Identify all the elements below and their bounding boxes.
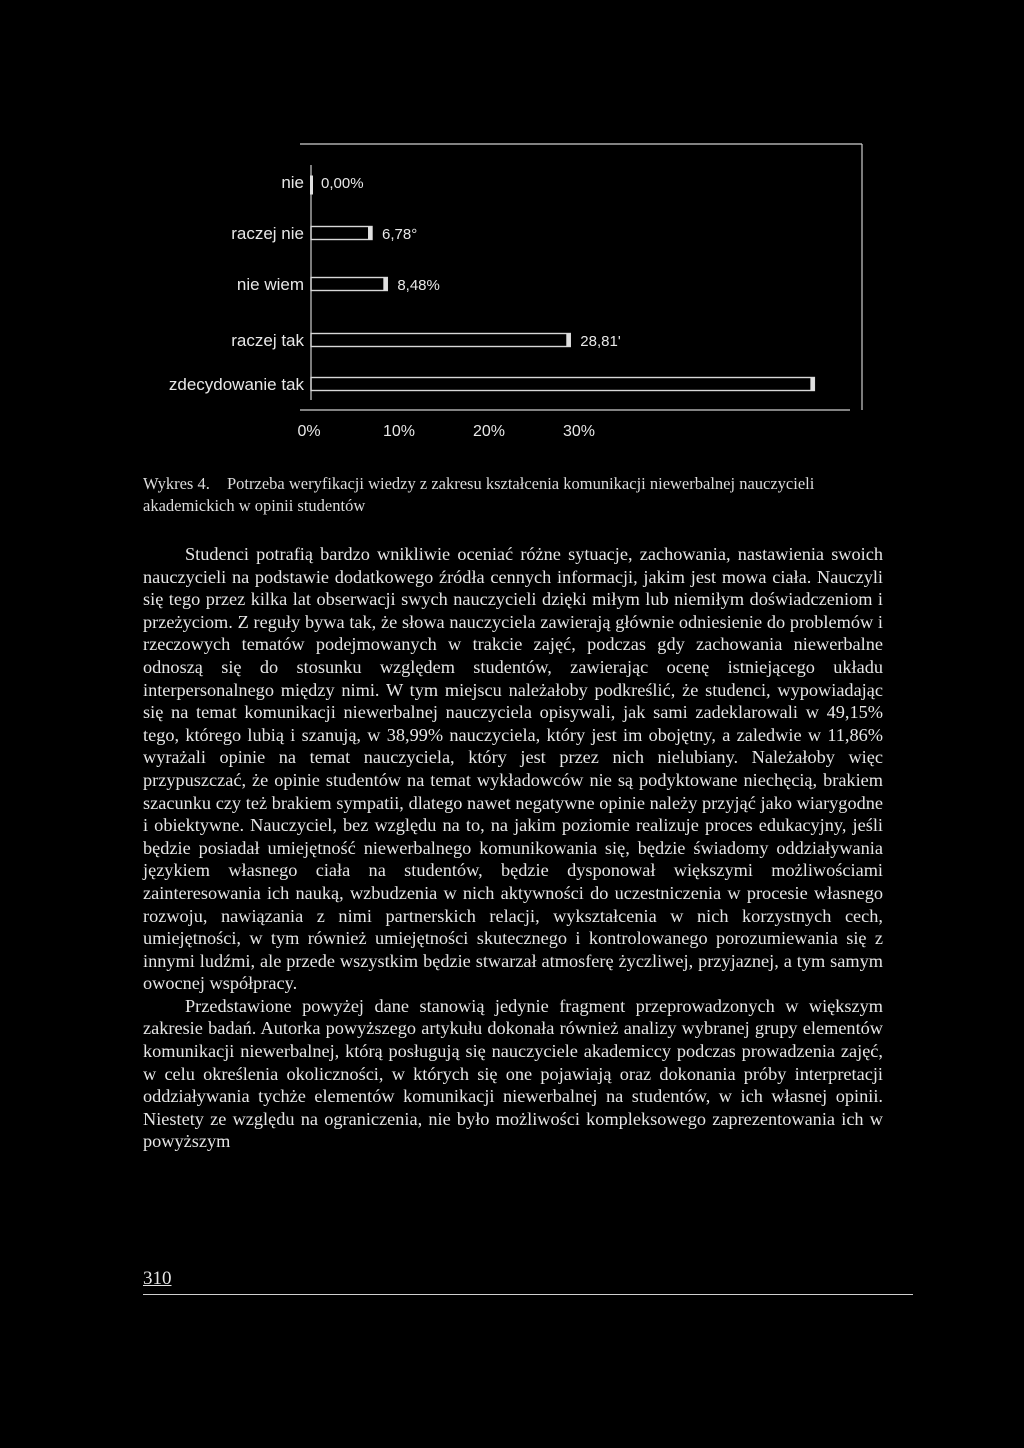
x-tick-2: 20% <box>472 423 506 440</box>
caption-label: Wykres 4. <box>143 474 210 493</box>
x-ticks-group <box>297 423 595 440</box>
caption-text: Potrzeba weryfikacji wiedzy z zakresu kształcenia komunikacji niewerbalnej nauczycieli akademickich w opinii studentów <box>143 474 815 515</box>
category-labels-group <box>169 173 305 394</box>
x-tick-3: 30% <box>562 423 596 440</box>
bar-3 <box>311 334 570 347</box>
value-label-1: 6,78° <box>382 226 418 243</box>
x-tick-0: 0% <box>297 423 321 440</box>
category-label-0: nie <box>281 173 304 192</box>
bar-1 <box>311 227 372 240</box>
category-label-2: nie wiem <box>236 275 304 294</box>
category-label-3: raczej tak <box>231 331 304 350</box>
bar-2 <box>311 278 387 291</box>
value-label-3: 28,81' <box>580 333 621 350</box>
bar-cap-2 <box>383 278 387 291</box>
paragraph-2: Przedstawione powyżej dane stanowią jedynie fragment przeprowadzonych w większym zakresie badań. Autorka powyższego artykułu dokonała również analizy wybranej grupy elementów komunikacji niewerbalnej, którą posługują się nauczyciele akademiccy podczas prowadzenia zajęć, w celu określenia okoliczności, w których się one pojawiają oraz dokonania próby interpretacji oddziaływania tychże elementów komunikacji niewerbalnej na studentów, w ich własnej opinii. Niestety ze względu na ograniczenia, nie było możliwości kompleksowego zaprezentowania ich w powyższym <box>143 995 883 1152</box>
x-tick-1: 10% <box>382 423 416 440</box>
value-labels-group <box>321 175 621 350</box>
body-text <box>143 543 883 1153</box>
bar-cap-4 <box>810 378 814 391</box>
paragraph-1: Studenci potrafią bardzo wnikliwie oceniać różne sytuacje, zachowania, nastawienia swoich nauczycieli na podstawie dodatkowego źródła cennych informacji, jakim jest mowa ciała. Nauczyli się tego przez kilka lat obserwacji swych nauczycieli dzięki miłym lub niemiłym doświadczeniom i przeżyciom. Z reguły bywa tak, że słowa nauczyciela zawierają głównie odniesienie do problemów i rzeczowych tematów podejmowanych w trakcie zajęć, podczas gdy zachowania niewerbalne odnoszą się do stosunku względem studentów, zawierając ocenę istniejącego układu interpersonalnego między nimi. W tym miejscu należałoby podkreślić, że studenci, wypowiadając się na temat komunikacji niewerbalnej nauczyciela opisywali, jak sami zadeklarowali w 49,15% tego, którego lubią i szanują, w 38,99% nauczyciela, który jest im obojętny, a zaledwie w 11,86% wyrażali opinie na temat nauczyciela, który jest przez nich nielubiany. Należałoby więc przypuszczać, że opinie studentów na temat wykładowców nie są podyktowane niechęcią, brakiem szacunku czy też brakiem sympatii, dlatego nawet negatywne opinie należy przyjąć jako wiarygodne i obiektywne. Nauczyciel, bez względu na to, na jakim poziomie realizuje proces edukacyjny, jeśli będzie posiadał umiejętność niewerbalnego komunikowania się, będzie świadomy oddziaływania językiem własnego ciała na studentów, będzie dysponował większymi możliwościami zainteresowania ich nauką, wzbudzenia w nich aktywności do uczestniczenia w procesie własnego rozwoju, nawiązania z nimi partnerskich relacji, wykształcenia w nich korzystnych cech, umiejętności, w tym również umiejętności skutecznego i kontrolowanego porozumiewania się z innymi ludźmi, ale przede wszystkim będzie stwarzał atmosferę życzliwej, przyjaznej, a tym samym owocnej współpracy. <box>143 544 883 994</box>
bar-4 <box>311 378 814 391</box>
category-label-4: zdecydowanie tak <box>168 375 304 394</box>
page-footer <box>143 1268 913 1295</box>
category-label-1: raczej nie <box>231 224 304 243</box>
bar-cap-1 <box>368 227 372 240</box>
value-label-0: 0,00% <box>321 175 364 192</box>
bar-chart <box>0 0 1024 460</box>
page-number: 310 <box>143 1268 172 1289</box>
bars-group <box>310 176 814 391</box>
figure-caption <box>143 473 883 517</box>
bar-cap-0 <box>310 176 313 195</box>
value-label-2: 8,48% <box>397 277 440 294</box>
bar-cap-3 <box>566 334 570 347</box>
